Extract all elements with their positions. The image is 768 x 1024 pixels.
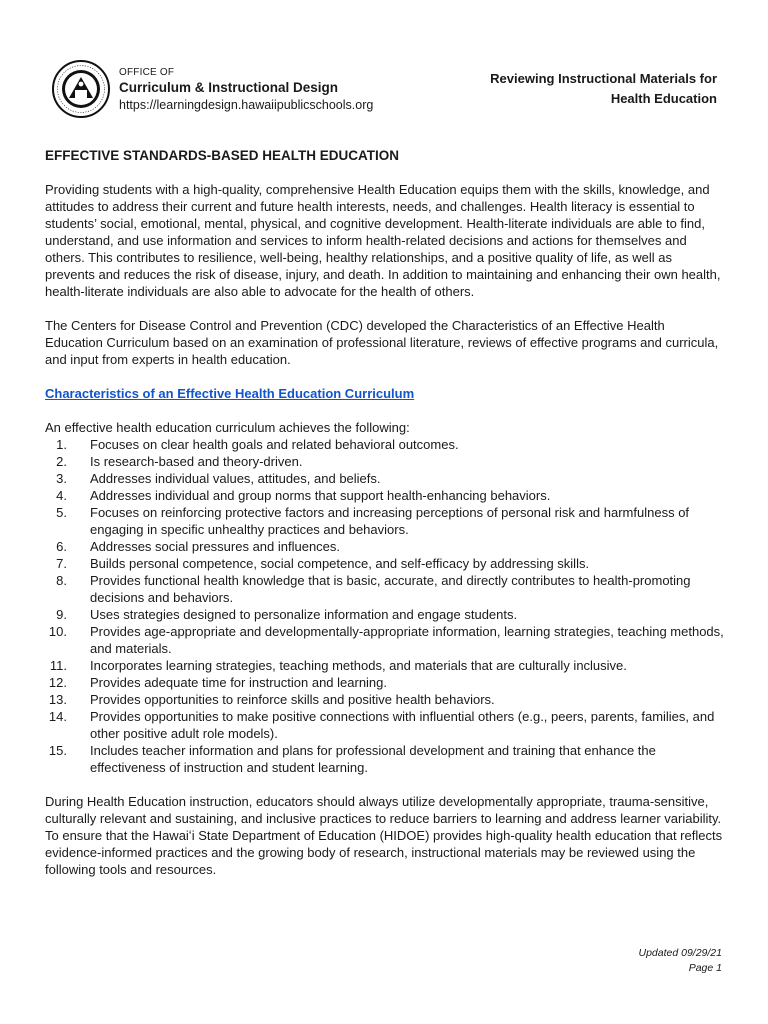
- list-item-number: 6.: [56, 539, 67, 554]
- list-item: [45, 623, 725, 657]
- list-item-number: 9.: [56, 607, 67, 622]
- closing-paragraph: During Health Education instruction, educators should always utilize developmentally appropriate, trauma-sensitive, culturally relevant and sustaining, and inclusive practices to reduce barriers to learning and address learner variability. To ensure that the Hawaiʻi State Department of Education (HIDOE) provides high-quality health education that reflects evidence-informed practices and the growing body of research, instructional materials may be reviewed using the following tools and resources.: [45, 794, 723, 877]
- list-item-text: Is research-based and theory-driven.: [90, 454, 303, 469]
- list-item-number: 4.: [56, 488, 67, 503]
- list-item: [45, 487, 725, 504]
- page-number: Page 1: [688, 962, 722, 974]
- main-content: [45, 147, 725, 895]
- list-item-text: Focuses on clear health goals and related behavioral outcomes.: [90, 437, 459, 452]
- characteristics-link[interactable]: Characteristics of an Effective Health Education Curriculum: [45, 386, 415, 401]
- updated-date: Updated 09/29/21: [638, 947, 722, 959]
- list-item-text: Incorporates learning strategies, teaching methods, and materials that are culturally inclusive.: [90, 658, 627, 673]
- list-item: [45, 453, 725, 470]
- list-item-number: 12.: [48, 675, 67, 690]
- list-item-number: 7.: [56, 556, 67, 571]
- document-title-line1: Reviewing Instructional Materials for: [490, 71, 717, 86]
- intro-paragraph: Providing students with a high-quality, comprehensive Health Education equips them with the skills, knowledge, and attitudes to address their current and future health interests, needs, and challenges. Health literacy is essential to students’ social, emotional, mental, physical, and cognitive development. Health-literate individuals are able to find, understand, and use information and services to inform health-related decisions and actions for themselves and others. This contributes to resilience, well-being, healthy relationships, and a positive quality of life, as well as prevents and reduces the risk of disease, injury, and death. In addition to maintaining and enhancing their own health, health-literate individuals are also able to advocate for the health of others.: [45, 182, 721, 299]
- list-item-number: 5.: [56, 505, 67, 520]
- seal-icon: [52, 60, 110, 118]
- list-item-number: 13.: [48, 692, 67, 707]
- list-item-text: Addresses social pressures and influences.: [90, 539, 341, 554]
- department-seal-logo: [52, 60, 110, 118]
- list-item-number: 2.: [56, 454, 67, 469]
- list-item: [45, 555, 725, 572]
- list-item: [45, 742, 725, 776]
- list-item: [45, 708, 725, 742]
- characteristics-list: [45, 436, 725, 776]
- list-item-number: 15.: [48, 743, 67, 758]
- list-item: [45, 470, 725, 487]
- list-item: [45, 572, 725, 606]
- list-item-number: 1.: [56, 437, 67, 452]
- list-item: [45, 657, 725, 674]
- office-name: Curriculum & Instructional Design: [119, 80, 339, 95]
- office-block: [119, 67, 373, 113]
- list-item-number: 11.: [49, 658, 67, 673]
- list-item-text: Provides functional health knowledge that is basic, accurate, and directly contributes to health-promoting decisions and behaviors.: [90, 573, 691, 605]
- list-intro: An effective health education curriculum achieves the following:: [45, 420, 410, 435]
- list-item: [45, 691, 725, 708]
- section-heading: EFFECTIVE STANDARDS-BASED HEALTH EDUCATION: [45, 148, 399, 163]
- list-item: [45, 504, 725, 538]
- office-of-label: OFFICE OF: [119, 67, 175, 78]
- list-item: [45, 674, 725, 691]
- list-item-text: Builds personal competence, social competence, and self-efficacy by addressing skills.: [90, 556, 590, 571]
- list-item-text: Includes teacher information and plans for professional development and training that enhance the effectiveness of instruction and student learning.: [90, 743, 656, 775]
- office-url: https://learningdesign.hawaiipublicschools.org: [119, 98, 374, 113]
- list-item-number: 8.: [56, 573, 67, 588]
- list-item-text: Addresses individual values, attitudes, and beliefs.: [90, 471, 381, 486]
- list-item-number: 10.: [48, 624, 67, 639]
- document-title: [490, 69, 717, 109]
- list-item-number: 3.: [56, 471, 67, 486]
- list-item-text: Addresses individual and group norms that support health-enhancing behaviors.: [90, 488, 551, 503]
- list-item: [45, 436, 725, 453]
- page-footer: [639, 946, 723, 976]
- list-item-text: Provides opportunities to make positive connections with influential others (e.g., peers, parents, families, and other positive adult role models).: [90, 709, 715, 741]
- cdc-paragraph: The Centers for Disease Control and Prevention (CDC) developed the Characteristics of an Effective Health Education Curriculum based on an examination of professional literature, reviews of effective programs and curricula, and input from experts in health education.: [45, 318, 719, 367]
- link-container: [45, 385, 725, 402]
- list-item-text: Provides opportunities to reinforce skills and positive health behaviors.: [90, 692, 495, 707]
- list-item: [45, 606, 725, 623]
- list-item-text: Provides age-appropriate and developmentally-appropriate information, learning strategies, teaching methods, and materials.: [90, 624, 724, 656]
- list-item: [45, 538, 725, 555]
- list-item-text: Uses strategies designed to personalize information and engage students.: [90, 607, 518, 622]
- list-item-text: Focuses on reinforcing protective factors and increasing perceptions of personal risk and harmfulness of engaging in specific unhealthy practices and behaviors.: [90, 505, 690, 537]
- list-item-number: 14.: [48, 709, 67, 724]
- list-item-text: Provides adequate time for instruction and learning.: [90, 675, 388, 690]
- document-title-line2: Health Education: [610, 91, 717, 106]
